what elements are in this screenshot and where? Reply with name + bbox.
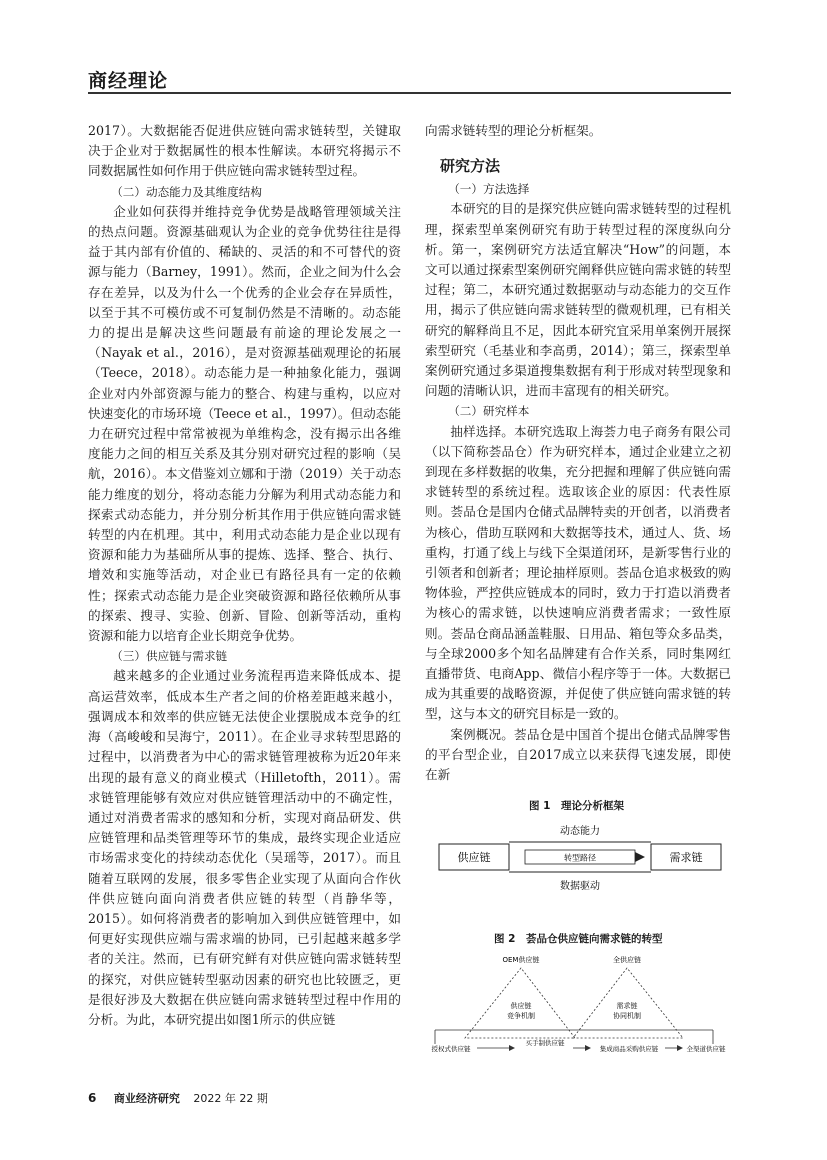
left-column xyxy=(88,121,401,1030)
arrow-right-icon xyxy=(509,1045,515,1051)
supply-chain-label: 供应链 xyxy=(457,851,491,864)
arrow-right-icon xyxy=(677,1045,683,1051)
header-divider xyxy=(88,92,731,94)
subheading-research-sample: （二）研究样本 xyxy=(448,404,530,419)
journal-issue: 2022 年 22 期 xyxy=(193,1092,268,1105)
integrated-procurement-label: 集成商品采购供应链 xyxy=(599,1045,659,1053)
page-footer xyxy=(88,1090,268,1106)
omnichannel-supply-chain-label: 全渠道供应链 xyxy=(686,1045,726,1053)
figure1-title: 图 1 理论分析框架 xyxy=(529,800,624,812)
journal-name: 商业经济研究 xyxy=(113,1092,180,1105)
right-triangle-line2: 协同机制 xyxy=(613,1012,641,1020)
subheading-method-selection: （一）方法选择 xyxy=(448,182,530,197)
header-title: 商经理论 xyxy=(88,70,169,92)
paragraph: 2017）。大数据能否促进供应链向需求链转型，关键取决于企业对于数据属性的根本性解读。本研究将揭示不同数据属性如何作用于供应链向需求链转型过程。 xyxy=(88,123,401,179)
right-column xyxy=(425,121,731,785)
subheading-dynamic-capability: （二）动态能力及其维度结构 xyxy=(111,184,262,199)
full-supply-chain-label: 全供应链 xyxy=(613,956,641,964)
page-number: 6 xyxy=(88,1091,97,1105)
transition-path-label: 转型路径 xyxy=(564,853,596,863)
dynamic-capability-label: 动态能力 xyxy=(560,826,600,837)
data-driven-label: 数据驱动 xyxy=(560,881,600,892)
paragraph: 企业如何获得并维持竞争优势是战略管理领域关注的热点问题。资源基础观认为企业的竞争优势往往是得益于其内部有价值的、稀缺的、灵活的和不可替代的资源与能力（Barney，1991）。然而，企业之间为什么会存在差异，以及为什么一个优秀的企业会存在异质性，以至于其不可模仿或不可复制仍然是不清晰的。动态能力的提出是解决这些问题最有前途的理论发展之一（Nayak et al.，2016），是对资源基础观理论的拓展（Teece，2018）。动态能力是一种抽象化能力，强调企业对内外部资源与能力的整合、构建与重构，以应对快速变化的市场环境（Teece et al.，1997）。但动态能力在研究过程中常常被视为单维构念，没有揭示出各维度能力之间的相互关系及其分别对研究过程的影响（吴航，2016）。本文借鉴刘立娜和于渤（2019）关于动态能力维度的划分，将动态能力分解为利用式动态能力和探索式动态能力，并分别分析其作用于供应链向需求链转型的内在机理。其中，利用式动态能力是企业以现有资源和能力为基础所从事的提炼、选择、整合、执行、增效和实施等活动，对企业已有路径具有一定的依赖性；探索式动态能力是企业突破资源和路径依赖所从事的探索、搜寻、实验、创新、冒险、创新等活动，重构资源和能力以培育企业长期竞争优势。 xyxy=(88,203,401,644)
arrow-right-icon xyxy=(635,852,645,862)
paragraph: 越来越多的企业通过业务流程再造来降低成本、提高运营效率，低成本生产者之间的价格差距越来越小，强调成本和效率的供应链无法使企业摆脱成本竞争的红海（高峻峻和吴海宁，2011）。在企业寻求转型思路的过程中，以消费者为中心的需求链管理被称为近20年来出现的最有意义的商业模式（Hilletofth，2011）。需求链管理能够有效应对供应链管理活动中的不确定性，通过对消费者需求的感知和分析，实现对商品研发、供应链管理和品类管理等环节的集成，最终实现企业适应市场需求变化的持续动态优化（吴瑶等，2017）。而且随着互联网的发展，很多零售企业实现了从面向合作伙伴供应链向面向消费者供应链的转型（肖静华等，2015）。如何将消费者的影响加入到供应链管理中，如何更好实现供应端与需求端的协同，已引起越来越多学者的关注。然而，已有研究鲜有对供应链向需求链转型的探究，对供应链转型驱动因素的研究也比较匮乏，更是很好涉及大数据在供应链向需求链转型过程中作用的分析。为此，本研究提出如图1所示的供应链 xyxy=(88,668,401,1027)
authorized-supply-chain-label: 授权式供应链 xyxy=(431,1045,471,1053)
paragraph: 抽样选择。本研究选取上海荟力电子商务有限公司（以下简称荟品仓）作为研究样本，通过企业建立之初到现在多样数据的收集，充分把握和理解了供应链向需求链转型的系统过程。选取该企业的原因：代表性原则。荟品仓是国内仓储式品牌特卖的开创者，以消费者为核心，借助互联网和大数据等技术，通过人、货、场重构，打通了线上与线下全渠道闭环，是新零售行业的引领者和创新者；理论抽样原则。荟品仓追求极致的购物体验，严控供应链成本的同时，致力于打造以消费者为核心的需求链，以快速响应消费者需求；一致性原则。荟品仓商品涵盖鞋服、日用品、箱包等众多品类，与全球2000多个知名品牌建有合作关系，同时集网红直播带货、电商App、微信小程序等于一体。大数据已成为其重要的战略资源，并促使了供应链向需求链的转型，这与本文的研究目标是一致的。 xyxy=(425,423,731,722)
paragraph: 本研究的目的是探究供应链向需求链转型的过程机理，探索型单案例研究有助于转型过程的深度纵向分析。第一，案例研究方法适宜解决“How”的问题，本文可以通过探索型案例研究阐释供应链向需求链的转型过程；第二，本研究通过数据驱动与动态能力的交互作用，揭示了供应链向需求链转型的微观机理，已有相关研究的解释尚且不足，因此本研究宜采用单案例开展探索型研究（毛基业和李高勇，2014）；第三，探索型单案例研究通过多渠道搜集数据有利于形成对转型现象和问题的清晰认识，进而丰富现有的相关研究。 xyxy=(425,201,731,399)
oem-supply-chain-label: OEM供应链 xyxy=(502,956,540,964)
paragraph: 案例概况。荟品仓是中国首个提出仓储式品牌零售的平台型企业，自2017成立以来获得飞速发展，即使在新 xyxy=(425,726,731,783)
figure2-title: 图 2 荟品仓供应链向需求链的转型 xyxy=(494,933,663,945)
left-triangle-line2: 竞争机制 xyxy=(507,1012,535,1020)
right-triangle-line1: 需求链 xyxy=(616,1002,638,1010)
left-triangle-line1: 供应链 xyxy=(510,1002,532,1010)
buyer-supply-chain-label: 买手制供应链 xyxy=(525,1039,565,1047)
arrow-right-icon xyxy=(585,1045,591,1051)
figure2-diagram xyxy=(425,948,731,1068)
subheading-supply-demand-chain: （三）供应链与需求链 xyxy=(111,649,228,664)
paragraph: 向需求链转型的理论分析框架。 xyxy=(425,123,602,138)
demand-chain-label: 需求链 xyxy=(669,851,703,864)
figure1-diagram xyxy=(425,812,731,900)
section-heading-research-method: 研究方法 xyxy=(440,157,501,176)
